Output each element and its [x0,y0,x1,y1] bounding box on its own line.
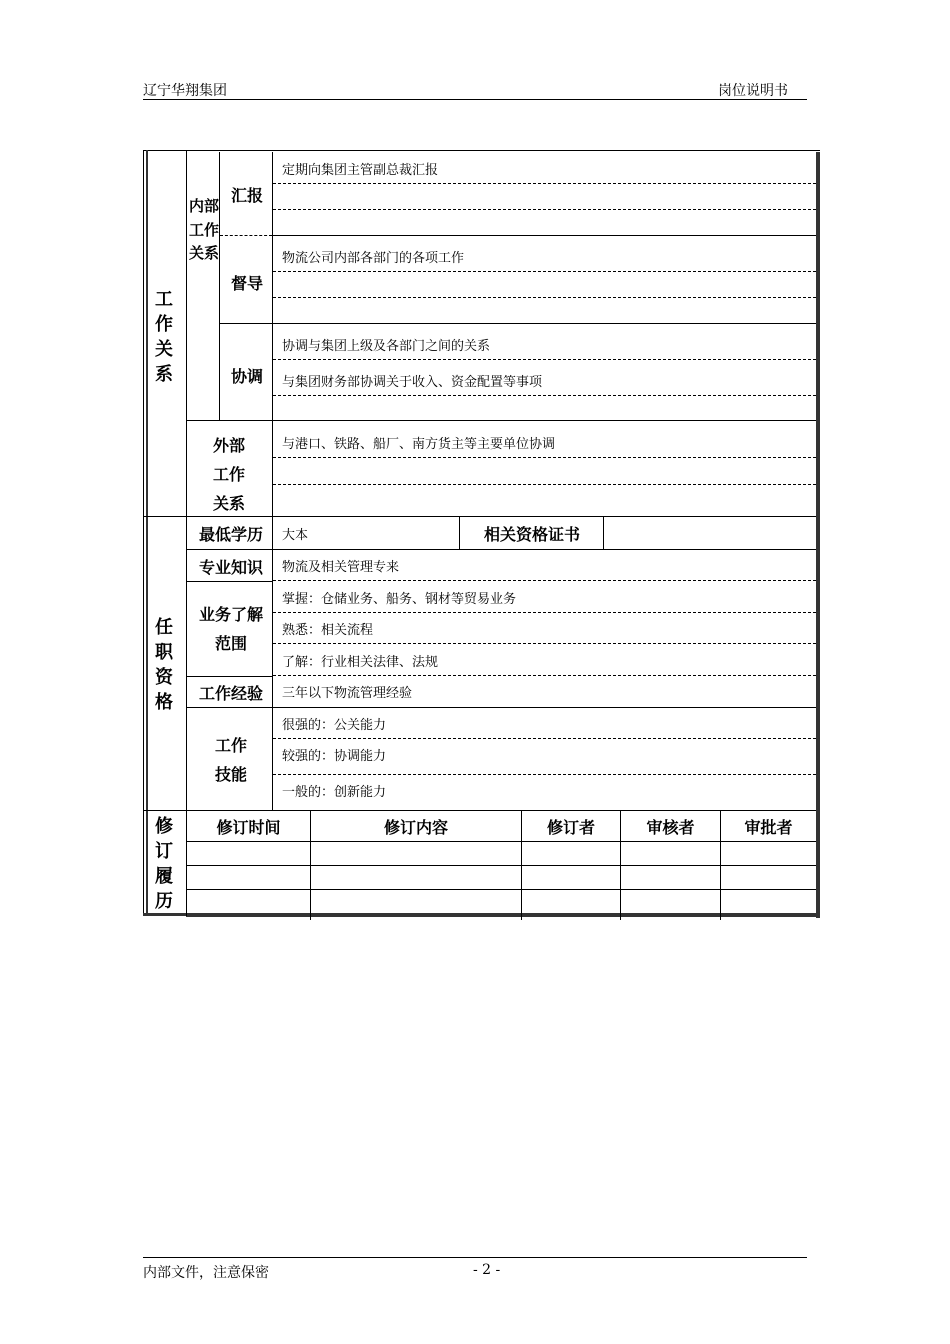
business-scope-line-2: 熟悉：相关流程 [282,623,374,638]
revision-row [187,841,816,842]
knowledge-value: 物流及相关管理专来 [282,560,400,575]
coordinate-line-2: 与集团财务部协调关于收入、资金配置等事项 [282,375,543,390]
header-rule [143,99,807,100]
work-relations-label: 工作关系 [155,289,173,385]
skills-label: 工作 技能 [214,736,247,784]
footer-confidential: 内部文件，注意保密 [143,1265,269,1281]
certificate-label: 相关资格证书 [483,525,580,544]
experience-label: 工作经验 [198,684,263,703]
education-label: 最低学历 [198,525,263,544]
skills-line-1: 很强的：公关能力 [282,718,387,733]
business-scope-line-1: 掌握：仓储业务、船务、钢材等贸易业务 [282,592,517,607]
header-doc-title: 岗位说明书 [718,83,788,99]
header-company: 辽宁华翔集团 [143,83,227,99]
revision-col-reviser: 修订者 [546,817,595,837]
report-line-1: 定期向集团主管副总裁汇报 [282,163,439,178]
revision-row [187,889,816,890]
footer-rule [143,1257,807,1258]
external-line-1: 与港口、铁路、船厂、南方货主等主要单位协调 [282,437,556,452]
job-description-table [143,150,820,919]
revision-col-approver: 审批者 [744,817,793,837]
revision-row [187,865,816,866]
internal-relations-label: 内部工作关系 [189,197,220,262]
coordinate-label: 协调 [230,367,263,386]
business-scope-line-3: 了解：行业相关法律、法规 [282,655,439,670]
coordinate-line-1: 协调与集团上级及各部门之间的关系 [282,339,491,354]
education-value: 大本 [282,528,309,543]
supervise-line-1: 物流公司内部各部门的各项工作 [282,251,465,266]
revision-col-date: 修订时间 [216,817,281,837]
knowledge-label: 专业知识 [198,558,263,577]
footer-page-number: - 2 - [473,1262,501,1278]
experience-value: 三年以下物流管理经验 [282,686,413,701]
revision-col-content: 修订内容 [383,817,448,837]
qualifications-label: 任职资格 [155,617,173,713]
external-relations-label: 外部 工作 关系 [212,436,245,513]
revision-col-reviewer: 审核者 [646,817,695,837]
skills-line-2: 较强的：协调能力 [282,749,387,764]
supervise-label: 督导 [230,274,263,293]
skills-line-3: 一般的：创新能力 [282,785,387,800]
revision-label: 修订履历 [155,816,173,912]
business-scope-label: 业务了解 范围 [198,605,263,653]
report-label: 汇报 [230,186,263,205]
